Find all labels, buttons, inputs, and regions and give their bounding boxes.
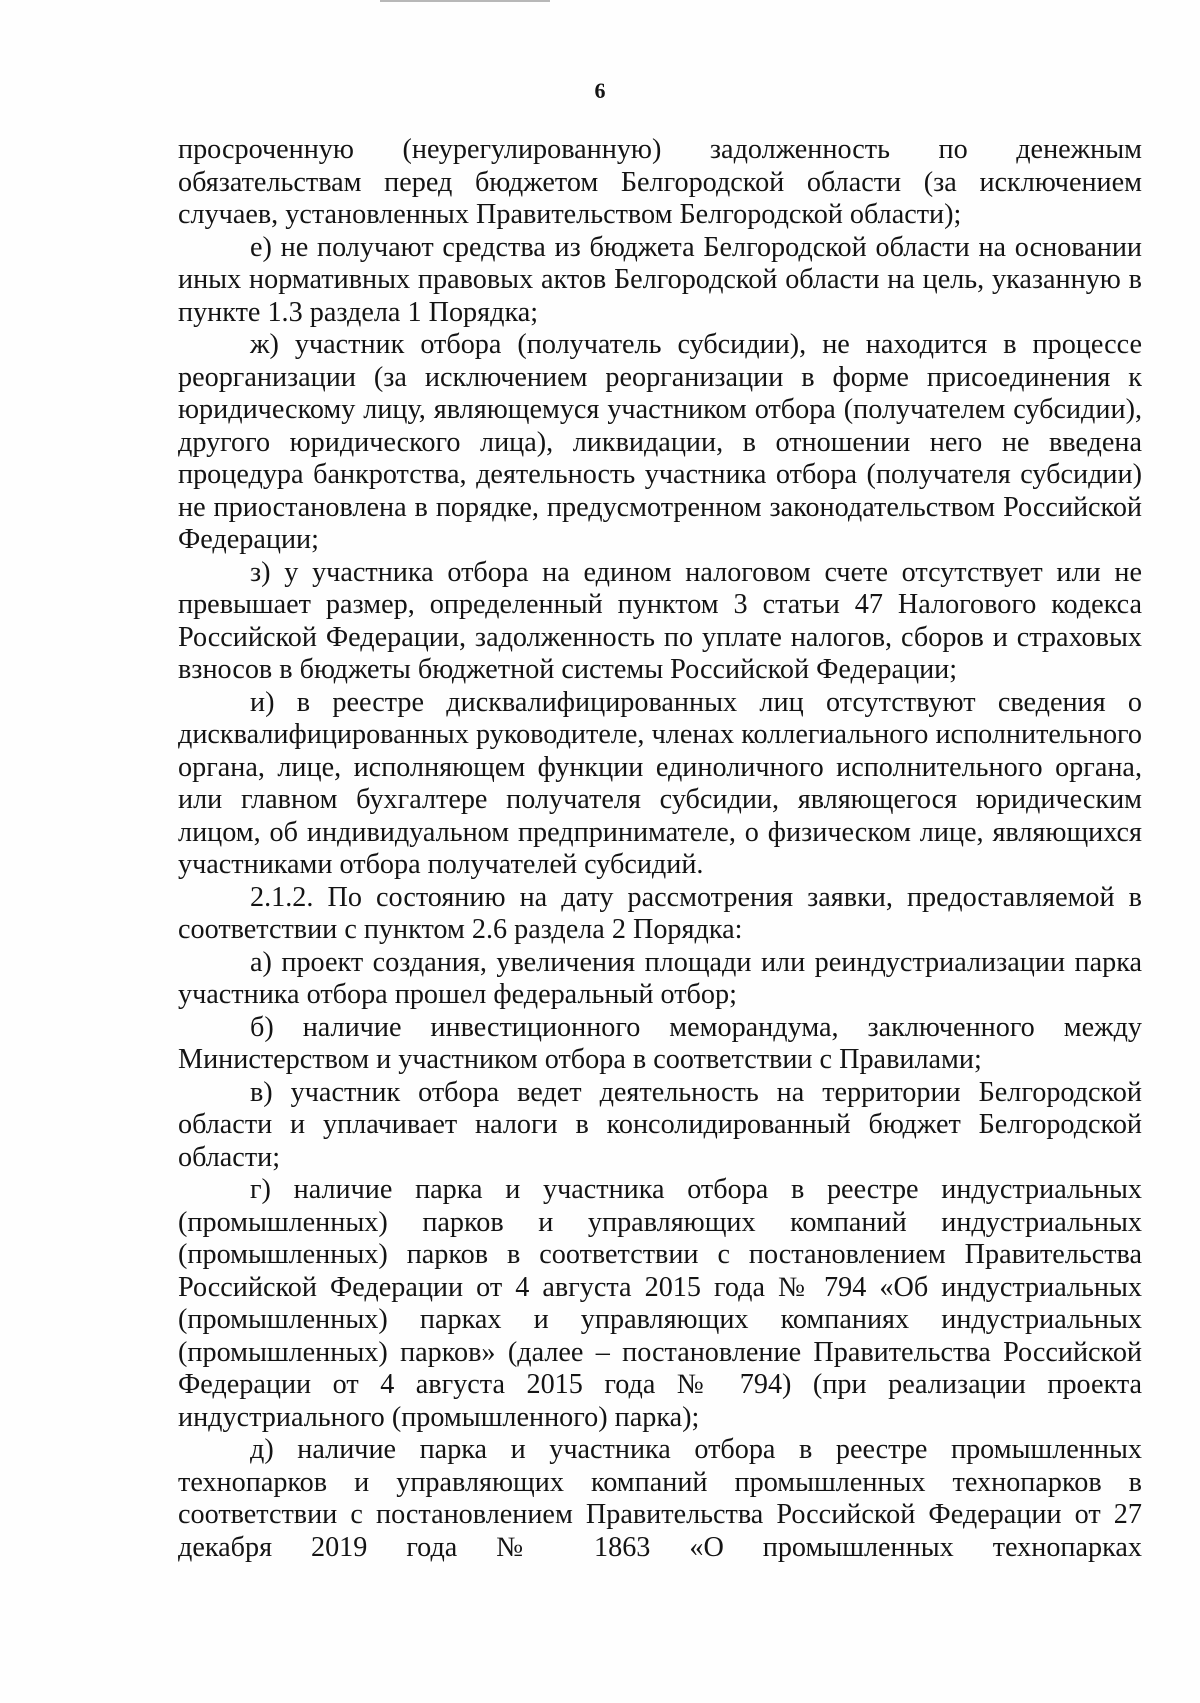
page-number: 6 [594,78,606,103]
paragraph-item-e: е) не получают средства из бюджета Белгородской области на основании иных нормативных правовых актов Белгородской области на цель, указанную в пункте 1.3 раздела 1 Порядка; [178,231,1142,328]
paragraph-section-2-1-2: 2.1.2. По состоянию на дату рассмотрения заявки, предоставляемой в соответствии с пунктом 2.6 раздела 2 Порядка: [178,881,1142,945]
paragraph-item-a: а) проект создания, увеличения площади или реиндустриализации парка участника отбора прошел федеральный отбор; [178,946,1142,1010]
paragraph-item-d: д) наличие парка и участника отбора в реестре промышленных технопарков и управляющих компаний промышленных технопарков в соответствии с постановлением Правительства Российской Федерации от 27 декабря 2019 года № 1863 «О промышленных технопарках [178,1434,1142,1563]
paragraph-item-b: б) наличие инвестиционного меморандума, заключенного между Министерством и участником отбора в соответствии с Правилами; [178,1011,1142,1075]
top-edge-line [380,0,550,2]
paragraph-item-g: г) наличие парка и участника отбора в реестре индустриальных (промышленных) парков и управляющих компаний индустриальных (промышленных) парков в соответствии с постановлением Правительства Российской Федерации от 4 августа 2015 года № 794 «Об индустриальных (промышленных) парках и управляющих компаниях индустриальных (промышленных) парков» (далее – постановление Правительства Российской Федерации от 4 августа 2015 года № 794) (при реализации проекта индустриального (промышленного) парка); [178,1174,1142,1433]
document-body [178,134,1142,1564]
paragraph-item-i: и) в реестре дисквалифицированных лиц отсутствуют сведения о дисквалифицированных руководителе, членах коллегиального исполнительного органа, лице, исполняющем функции единоличного исполнительного органа, или главном бухгалтере получателя субсидии, являющегося юридическим лицом, об индивидуальном предпринимателе, о физическом лице, являющихся участниками отбора получателей субсидий. [178,686,1142,880]
paragraph-continuation: просроченную (неурегулированную) задолженность по денежным обязательствам перед бюджетом Белгородской области (за исключением случаев, установленных Правительством Белгородской области); [178,134,1142,230]
paragraph-item-zh: ж) участник отбора (получатель субсидии), не находится в процессе реорганизации (за исключением реорганизации в форме присоединения к юридическому лицу, являющемуся участником отбора (получателем субсидии), другого юридического лица), ликвидации, в отношении него не введена процедура банкротства, деятельность участника отбора (получателя субсидии) не приостановлена в порядке, предусмотренном законодательством Российской Федерации; [178,329,1142,555]
paragraph-item-z: з) у участника отбора на едином налоговом счете отсутствует или не превышает размер, определенный пунктом 3 статьи 47 Налогового кодекса Российской Федерации, задолженность по уплате налогов, сборов и страховых взносов в бюджеты бюджетной системы Российской Федерации; [178,556,1142,685]
paragraph-item-v: в) участник отбора ведет деятельность на территории Белгородской области и уплачивает налоги в консолидированный бюджет Белгородской области; [178,1076,1142,1173]
